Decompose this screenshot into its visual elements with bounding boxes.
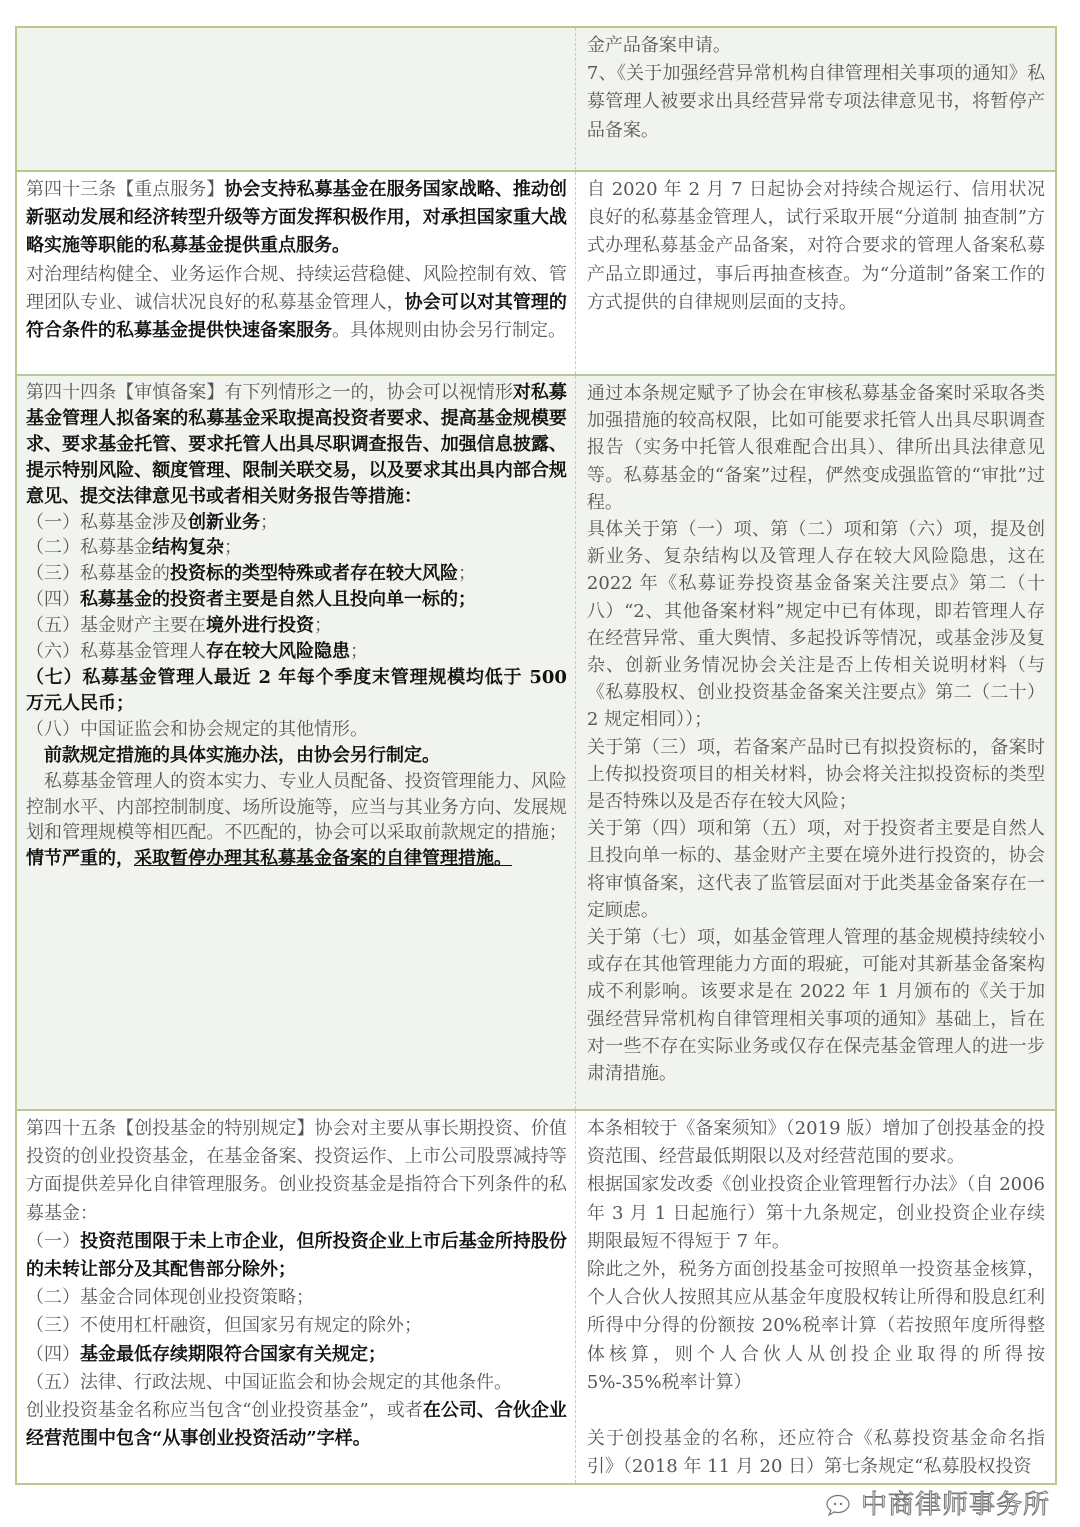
watermark-text: 中商律师事务所 (860, 1490, 1050, 1520)
paragraph (587, 60, 1045, 145)
paragraph (26, 769, 567, 873)
comparison-table (15, 26, 1057, 1485)
text-segment: ； (350, 641, 368, 663)
text-segment: 第四十三条【重点服务】 (26, 179, 225, 200)
paragraph (587, 1425, 1045, 1481)
paragraph (587, 516, 1045, 734)
commentary-cell (576, 28, 1055, 170)
paragraph (26, 261, 567, 346)
text-segment: （一）私募基金涉及 (26, 511, 188, 533)
commentary-cell (576, 376, 1055, 1109)
text-segment: 自 2020 年 2 月 7 日起协会对持续合规运行、信用状况良好的私募基金管理人，试行采取开展“分道制 抽查制”方式办理私募基金产品备案，对符合要求的管理人备案私募产品立即通过，事后再抽查核查。为“分道制”备案工作的方式提供的自律规则层面的支持。 (586, 179, 1045, 313)
paragraph (587, 32, 1045, 60)
text-segment: 对治理结构健全、业务运作合规、持续运营稳健、风险控制有效、管理团队专业、诚信状况良好的私募基金管理人， (26, 263, 567, 313)
text-segment: 7、《关于加强经营异常机构自律管理相关事项的通知》私募管理人被要求出具经营异常专项法律意见书，将暂停产品备案。 (586, 63, 1045, 141)
paragraph (26, 561, 567, 587)
text-segment: ； (314, 615, 332, 637)
bold-text: 境外进行投资 (206, 615, 314, 637)
text-segment: 本条相较于《备案须知》（2019 版）增加了创投基金的投资范围、经营最低期限以及对经营范围的要求。 (586, 1118, 1045, 1168)
paragraph (587, 176, 1045, 317)
text-segment: ； (224, 537, 242, 559)
article-cell (17, 28, 576, 170)
paragraph (26, 613, 567, 639)
paragraph (26, 510, 567, 536)
wechat-icon (825, 1493, 855, 1517)
text-segment: （二）私募基金 (26, 537, 152, 559)
text-segment: 第四十五条【创投基金的特别规定】协会对主要从事长期投资、价值投资的创业投资基金，在基金备案、投资运作、上市公司股票减持等方面提供差异化自律管理服务。创业投资基金是指符合下列条件的私募基金： (26, 1118, 567, 1224)
commentary-cell (576, 172, 1055, 374)
paragraph (587, 734, 1045, 816)
text-segment: 。具体规则由协会另行制定。 (332, 320, 566, 342)
paragraph (587, 380, 1045, 516)
bold-text: 前款规定措施的具体实施办法，由协会另行制定。 (26, 744, 440, 766)
text-segment: （八）中国证监会和协会规定的其他情形。 (26, 718, 368, 740)
text-segment: （四） (26, 1343, 80, 1365)
paragraph (26, 1228, 567, 1284)
bold-text: 基金最低存续期限符合国家有关规定； (80, 1343, 386, 1365)
text-segment: （四） (26, 589, 80, 611)
bold-text: 结构复杂 (152, 537, 224, 559)
bold-text: 投资范围限于未上市企业，但所投资企业上市后基金所持股份的未转让部分及其配售部分除外； (26, 1230, 567, 1281)
paragraph (587, 1256, 1045, 1397)
text-segment: 通过本条规定赋予了协会在审核私募基金备案时采取各类加强措施的较高权限，比如可能要求托管人出具尽职调查报告（实务中托管人很难配合出具）、律所出具法律意见等。私募基金的“备案”过程，俨然变成强监管的“审批”过程。 (586, 383, 1045, 513)
paragraph (26, 587, 567, 613)
text-segment: 私募基金管理人的资本实力、专业人员配备、投资管理能力、风险控制水平、内部控制制度、场所设施等，应当与其业务方向、发展规划和管理规模等相匹配。不匹配的，协会可以采取前款规定的措施； (26, 770, 567, 844)
paragraph (26, 717, 567, 743)
bold-text: （七）私募基金管理人最近 2 年每个季度末管理规模均低于 500 万元人民币； (26, 666, 567, 714)
text-segment: 根据国家发改委《创业投资企业管理暂行办法》（自 2006 年 3 月 1 日起施行）第十九条规定，创业投资企业存续期限最短不得短于 7 年。 (586, 1174, 1045, 1252)
text-segment: 关于第（七）项，如基金管理人管理的基金规模持续较小或存在其他管理能力方面的瑕疵，可能对其新基金备案构成不利影响。该要求是在 2022 年 1 月颁布的《关于加强经营异常机构自律管理相关事项的通知》基础上，旨在对一些不存在实际业务或仅存在保壳基金管理人的进一步肃清措施。 (586, 927, 1045, 1085)
text-segment: 第四十四条【审慎备案】有下列情形之一的，协会可以视情形 (26, 382, 513, 403)
text-segment: 关于创投基金的名称，还应符合《私募投资基金命名指引》（2018 年 11 月 20 日）第七条规定“私募股权投资 (586, 1428, 1045, 1478)
paragraph (587, 924, 1045, 1087)
paragraph (26, 1312, 567, 1340)
paragraph (26, 639, 567, 665)
table-row (17, 1111, 1055, 1483)
article-cell (17, 1111, 576, 1483)
bold-text: 采取暂停办理其私募基金备案的自律管理措施。 (134, 848, 512, 870)
text-segment: 关于第（三）项，若备案产品时已有拟投资标的，备案时上传拟投资项目的相关材料，协会将关注拟投资标的类型是否特殊以及是否存在较大风险； (586, 736, 1045, 813)
bold-text: 私募基金的投资者主要是自然人且投向单一标的； (80, 589, 476, 611)
text-segment: 金产品备案申请。 (586, 35, 731, 56)
text-segment: （五）基金财产主要在 (26, 615, 206, 637)
paragraph (26, 1284, 567, 1312)
paragraph (587, 815, 1045, 924)
text-segment: （三）私募基金的 (26, 563, 170, 585)
bold-text: 在公司、合伙企业经营范围中包含“从事创业投资活动”字样。 (26, 1400, 567, 1450)
bold-text: 协会可以对其管理的符合条件的私募基金提供快速备案服务 (26, 291, 567, 342)
text-segment: ； (260, 511, 278, 533)
text-segment: 具体关于第（一）项、第（二）项和第（六）项，提及创新业务、复杂结构以及管理人存在较大风险隐患，这在 2022 年《私募证券投资基金备案关注要点》第二（十八）“2、其他备案材料”规定中已有体现，即若管理人存在经营异常、重大舆情、多起投诉等情况，或基金涉及复杂、创新业务情况协会关注是否上传相关说明材料（与《私募股权、创业投资基金备案关注要点》第二（二十）2 规定相同））； (586, 519, 1045, 731)
text-segment: 除此之外，税务方面创投基金可按照单一投资基金核算，个人合伙人按照其应从基金年度股权转让所得和股息红利所得中分得的份额按 20%税率计算（若按照年度所得整体核算，则个人合伙人从创投企业取得的所得按 5%-35%税率计算） (586, 1259, 1045, 1393)
paragraph (26, 1341, 567, 1369)
paragraph (26, 743, 567, 769)
article-cell (17, 172, 576, 374)
paragraph (26, 535, 567, 561)
text-segment: 关于第（四）项和第（五）项，对于投资者主要是自然人且投向单一标的、基金财产主要在境外进行投资的，协会将审慎备案，这代表了监管层面对于此类基金备案存在一定顾虑。 (586, 818, 1045, 921)
text-segment: （一） (26, 1230, 81, 1252)
bold-text: 投资标的类型特殊或者存在较大风险 (170, 563, 458, 585)
paragraph (26, 1397, 567, 1453)
text-segment: ； (458, 563, 476, 585)
watermark (825, 1488, 1050, 1522)
commentary-cell (576, 1111, 1055, 1483)
paragraph (26, 1369, 567, 1397)
paragraph (587, 1115, 1045, 1171)
bold-text: 情节严重的， (26, 848, 134, 870)
article-cell (17, 376, 576, 1109)
paragraph (26, 665, 567, 717)
paragraph (587, 1397, 1045, 1425)
text-segment: （六）私募基金管理人 (26, 641, 206, 663)
table-row (17, 172, 1055, 376)
table-row (17, 376, 1055, 1111)
text-segment: （三）不使用杠杆融资，但国家另有规定的除外； (26, 1315, 422, 1337)
text-segment: 创业投资基金名称应当包含“创业投资基金”，或者 (26, 1400, 423, 1422)
paragraph (26, 380, 567, 510)
bold-text: 存在较大风险隐患 (206, 641, 350, 663)
text-segment: （五）法律、行政法规、中国证监会和协会规定的其他条件。 (26, 1371, 512, 1393)
paragraph (587, 1171, 1045, 1256)
bold-text: 创新业务 (188, 511, 260, 533)
paragraph (26, 1115, 567, 1228)
bold-text: 对私募基金管理人拟备案的私募基金采取提高投资者要求、提高基金规模要求、要求基金托管、要求托管人出具尽职调查报告、加强信息披露、提示特别风险、额度管理、限制关联交易，以及要求其出具内部合规意见、提交法律意见书或者相关财务报告等措施： (26, 382, 567, 507)
paragraph (26, 176, 567, 261)
text-segment: （二）基金合同体现创业投资策略； (26, 1287, 314, 1309)
bold-text: 协会支持私募基金在服务国家战略、推动创新驱动发展和经济转型升级等方面发挥积极作用，对承担国家重大战略实施等职能的私募基金提供重点服务。 (26, 179, 567, 257)
table-row (17, 28, 1055, 172)
